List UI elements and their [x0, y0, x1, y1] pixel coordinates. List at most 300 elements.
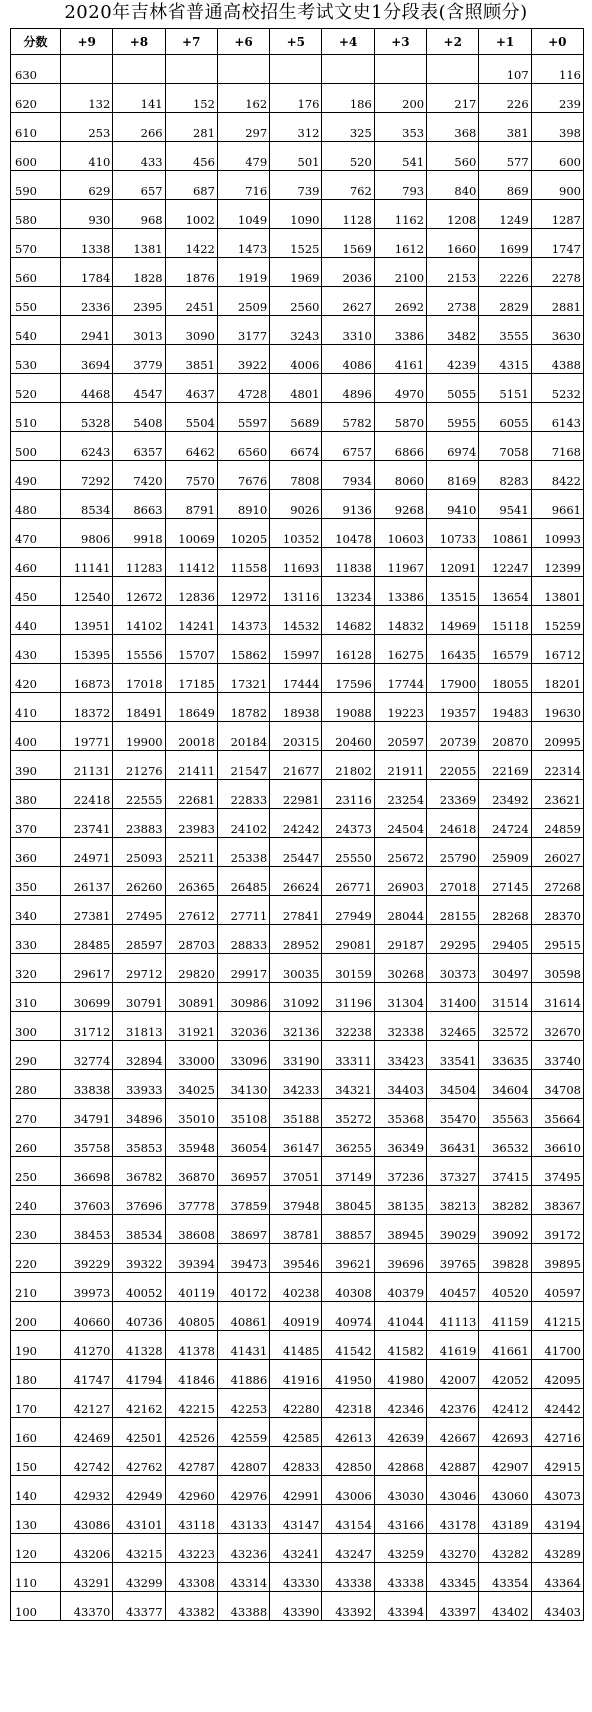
cumulative-count-cell: 12399	[531, 548, 583, 577]
score-cell: 340	[11, 896, 61, 925]
cumulative-count-cell: 43118	[165, 1505, 217, 1534]
cumulative-count-cell: 2692	[374, 287, 426, 316]
table-row	[11, 229, 584, 258]
cumulative-count-cell: 43330	[270, 1563, 322, 1592]
cumulative-count-cell: 31614	[531, 983, 583, 1012]
cumulative-count-cell: 1784	[61, 258, 113, 287]
score-cell: 470	[11, 519, 61, 548]
cumulative-count-cell: 32036	[217, 1012, 269, 1041]
cumulative-count-cell: 38857	[322, 1215, 374, 1244]
cumulative-count-cell: 21911	[374, 751, 426, 780]
table-row	[11, 84, 584, 113]
cumulative-count-cell: 2941	[61, 316, 113, 345]
cumulative-count-cell: 930	[61, 200, 113, 229]
cumulative-count-cell: 18938	[270, 693, 322, 722]
cumulative-count-cell: 36054	[217, 1128, 269, 1157]
cumulative-count-cell: 40052	[113, 1273, 165, 1302]
cumulative-count-cell: 42716	[531, 1418, 583, 1447]
cumulative-count-cell: 11412	[165, 548, 217, 577]
cumulative-count-cell: 8910	[217, 490, 269, 519]
cumulative-count-cell: 17744	[374, 664, 426, 693]
cumulative-count-cell: 43086	[61, 1505, 113, 1534]
cumulative-count-cell: 39229	[61, 1244, 113, 1273]
cumulative-count-cell: 29295	[427, 925, 479, 954]
cumulative-count-cell: 43299	[113, 1563, 165, 1592]
cumulative-count-cell: 5055	[427, 374, 479, 403]
table-row	[11, 1331, 584, 1360]
cumulative-count-cell: 10603	[374, 519, 426, 548]
cumulative-count-cell: 29515	[531, 925, 583, 954]
cumulative-count-cell: 10352	[270, 519, 322, 548]
cumulative-count-cell: 43403	[531, 1592, 583, 1621]
cumulative-count-cell: 5328	[61, 403, 113, 432]
cumulative-count-cell: 18372	[61, 693, 113, 722]
cumulative-count-cell: 239	[531, 84, 583, 113]
cumulative-count-cell: 6055	[479, 403, 531, 432]
cumulative-count-cell: 37149	[322, 1157, 374, 1186]
table-row	[11, 983, 584, 1012]
cumulative-count-cell	[217, 55, 269, 84]
cumulative-count-cell: 26903	[374, 867, 426, 896]
cumulative-count-cell: 24724	[479, 809, 531, 838]
cumulative-count-cell: 13515	[427, 577, 479, 606]
cumulative-count-cell: 42585	[270, 1418, 322, 1447]
score-cell: 400	[11, 722, 61, 751]
cumulative-count-cell: 29617	[61, 954, 113, 983]
cumulative-count-cell: 13234	[322, 577, 374, 606]
score-cell: 390	[11, 751, 61, 780]
cumulative-count-cell: 4468	[61, 374, 113, 403]
cumulative-count-cell: 22681	[165, 780, 217, 809]
score-cell: 190	[11, 1331, 61, 1360]
cumulative-count-cell: 39696	[374, 1244, 426, 1273]
cumulative-count-cell: 501	[270, 142, 322, 171]
cumulative-count-cell: 28597	[113, 925, 165, 954]
cumulative-count-cell: 38213	[427, 1186, 479, 1215]
score-cell: 360	[11, 838, 61, 867]
cumulative-count-cell: 43354	[479, 1563, 531, 1592]
cumulative-count-cell: 2278	[531, 258, 583, 287]
cumulative-count-cell: 35664	[531, 1099, 583, 1128]
cumulative-count-cell: 1249	[479, 200, 531, 229]
cumulative-count-cell: 42949	[113, 1476, 165, 1505]
table-row	[11, 113, 584, 142]
table-row	[11, 519, 584, 548]
cumulative-count-cell: 13801	[531, 577, 583, 606]
score-cell: 610	[11, 113, 61, 142]
table-row	[11, 548, 584, 577]
cumulative-count-cell: 36957	[217, 1157, 269, 1186]
cumulative-count-cell: 6357	[113, 432, 165, 461]
header-offset: +1	[479, 29, 531, 55]
cumulative-count-cell: 43394	[374, 1592, 426, 1621]
cumulative-count-cell: 186	[322, 84, 374, 113]
score-cell: 240	[11, 1186, 61, 1215]
cumulative-count-cell: 9918	[113, 519, 165, 548]
cumulative-count-cell: 2451	[165, 287, 217, 316]
cumulative-count-cell: 43402	[479, 1592, 531, 1621]
cumulative-count-cell: 368	[427, 113, 479, 142]
cumulative-count-cell: 28703	[165, 925, 217, 954]
cumulative-count-cell: 27711	[217, 896, 269, 925]
cumulative-count-cell: 36698	[61, 1157, 113, 1186]
cumulative-count-cell: 42960	[165, 1476, 217, 1505]
cumulative-count-cell: 37696	[113, 1186, 165, 1215]
cumulative-count-cell: 398	[531, 113, 583, 142]
cumulative-count-cell: 39765	[427, 1244, 479, 1273]
cumulative-count-cell: 456	[165, 142, 217, 171]
cumulative-count-cell: 32894	[113, 1041, 165, 1070]
cumulative-count-cell: 2036	[322, 258, 374, 287]
cumulative-count-cell: 266	[113, 113, 165, 142]
cumulative-count-cell: 10478	[322, 519, 374, 548]
cumulative-count-cell: 2560	[270, 287, 322, 316]
cumulative-count-cell: 7570	[165, 461, 217, 490]
cumulative-count-cell: 29187	[374, 925, 426, 954]
score-cell: 440	[11, 606, 61, 635]
cumulative-count-cell: 40172	[217, 1273, 269, 1302]
cumulative-count-cell: 29820	[165, 954, 217, 983]
table-row	[11, 1041, 584, 1070]
cumulative-count-cell: 41886	[217, 1360, 269, 1389]
cumulative-count-cell: 40736	[113, 1302, 165, 1331]
cumulative-count-cell: 6462	[165, 432, 217, 461]
cumulative-count-cell: 23254	[374, 780, 426, 809]
cumulative-count-cell: 4086	[322, 345, 374, 374]
cumulative-count-cell: 33541	[427, 1041, 479, 1070]
cumulative-count-cell: 31813	[113, 1012, 165, 1041]
cumulative-count-cell: 34233	[270, 1070, 322, 1099]
cumulative-count-cell: 40457	[427, 1273, 479, 1302]
table-row	[11, 606, 584, 635]
cumulative-count-cell: 600	[531, 142, 583, 171]
score-cell: 330	[11, 925, 61, 954]
table-row	[11, 258, 584, 287]
cumulative-count-cell: 35853	[113, 1128, 165, 1157]
cumulative-count-cell: 30268	[374, 954, 426, 983]
cumulative-count-cell: 23369	[427, 780, 479, 809]
score-cell: 370	[11, 809, 61, 838]
cumulative-count-cell: 7168	[531, 432, 583, 461]
table-row	[11, 142, 584, 171]
cumulative-count-cell: 3090	[165, 316, 217, 345]
page-title: 2020年吉林省普通高校招生考试文史1分段表(含照顾分)	[64, 2, 528, 23]
cumulative-count-cell: 16579	[479, 635, 531, 664]
cumulative-count-cell: 39621	[322, 1244, 374, 1273]
cumulative-count-cell: 1828	[113, 258, 165, 287]
cumulative-count-cell: 41582	[374, 1331, 426, 1360]
cumulative-count-cell: 42613	[322, 1418, 374, 1447]
cumulative-count-cell: 312	[270, 113, 322, 142]
cumulative-count-cell: 22314	[531, 751, 583, 780]
cumulative-count-cell: 2627	[322, 287, 374, 316]
score-cell: 500	[11, 432, 61, 461]
cumulative-count-cell: 37415	[479, 1157, 531, 1186]
cumulative-count-cell: 37327	[427, 1157, 479, 1186]
cumulative-count-cell: 11558	[217, 548, 269, 577]
cumulative-count-cell: 42442	[531, 1389, 583, 1418]
table-row	[11, 896, 584, 925]
cumulative-count-cell: 8791	[165, 490, 217, 519]
cumulative-count-cell: 42162	[113, 1389, 165, 1418]
cumulative-count-cell: 5955	[427, 403, 479, 432]
cumulative-count-cell: 26624	[270, 867, 322, 896]
header-offset: +9	[61, 29, 113, 55]
cumulative-count-cell: 2100	[374, 258, 426, 287]
table-row	[11, 171, 584, 200]
cumulative-count-cell: 32670	[531, 1012, 583, 1041]
cumulative-count-cell: 40520	[479, 1273, 531, 1302]
cumulative-count-cell: 35188	[270, 1099, 322, 1128]
cumulative-count-cell: 116	[531, 55, 583, 84]
cumulative-count-cell: 15707	[165, 635, 217, 664]
cumulative-count-cell: 24373	[322, 809, 374, 838]
cumulative-count-cell: 39828	[479, 1244, 531, 1273]
cumulative-count-cell: 43345	[427, 1563, 479, 1592]
cumulative-count-cell: 26027	[531, 838, 583, 867]
cumulative-count-cell: 30699	[61, 983, 113, 1012]
cumulative-count-cell: 41700	[531, 1331, 583, 1360]
cumulative-count-cell: 4970	[374, 374, 426, 403]
table-row	[11, 1302, 584, 1331]
cumulative-count-cell: 1090	[270, 200, 322, 229]
cumulative-count-cell: 3555	[479, 316, 531, 345]
cumulative-count-cell: 39973	[61, 1273, 113, 1302]
cumulative-count-cell: 36870	[165, 1157, 217, 1186]
cumulative-count-cell: 11967	[374, 548, 426, 577]
cumulative-count-cell: 22833	[217, 780, 269, 809]
table-row	[11, 1070, 584, 1099]
cumulative-count-cell: 4547	[113, 374, 165, 403]
cumulative-count-cell: 23883	[113, 809, 165, 838]
cumulative-count-cell: 560	[427, 142, 479, 171]
cumulative-count-cell: 27949	[322, 896, 374, 925]
cumulative-count-cell: 11693	[270, 548, 322, 577]
table-row	[11, 1592, 584, 1621]
cumulative-count-cell: 42127	[61, 1389, 113, 1418]
cumulative-count-cell: 297	[217, 113, 269, 142]
cumulative-count-cell: 42915	[531, 1447, 583, 1476]
cumulative-count-cell: 25338	[217, 838, 269, 867]
cumulative-count-cell: 3922	[217, 345, 269, 374]
cumulative-count-cell: 35368	[374, 1099, 426, 1128]
cumulative-count-cell: 16275	[374, 635, 426, 664]
header-offset: +7	[165, 29, 217, 55]
cumulative-count-cell: 8283	[479, 461, 531, 490]
cumulative-count-cell: 16873	[61, 664, 113, 693]
cumulative-count-cell: 1569	[322, 229, 374, 258]
cumulative-count-cell: 20184	[217, 722, 269, 751]
cumulative-count-cell: 15118	[479, 606, 531, 635]
cumulative-count-cell: 23116	[322, 780, 374, 809]
cumulative-count-cell: 1660	[427, 229, 479, 258]
cumulative-count-cell: 42833	[270, 1447, 322, 1476]
cumulative-count-cell: 2336	[61, 287, 113, 316]
score-cell: 110	[11, 1563, 61, 1592]
cumulative-count-cell: 5597	[217, 403, 269, 432]
header-offset: +3	[374, 29, 426, 55]
cumulative-count-cell: 30497	[479, 954, 531, 983]
cumulative-count-cell: 1422	[165, 229, 217, 258]
cumulative-count-cell: 40597	[531, 1273, 583, 1302]
score-cell: 450	[11, 577, 61, 606]
cumulative-count-cell: 20739	[427, 722, 479, 751]
table-row	[11, 809, 584, 838]
cumulative-count-cell: 32136	[270, 1012, 322, 1041]
cumulative-count-cell: 27841	[270, 896, 322, 925]
cumulative-count-cell: 37778	[165, 1186, 217, 1215]
cumulative-count-cell: 38608	[165, 1215, 217, 1244]
cumulative-count-cell: 42007	[427, 1360, 479, 1389]
cumulative-count-cell	[374, 55, 426, 84]
cumulative-count-cell: 16712	[531, 635, 583, 664]
cumulative-count-cell: 3482	[427, 316, 479, 345]
cumulative-count-cell: 41159	[479, 1302, 531, 1331]
table-row	[11, 403, 584, 432]
cumulative-count-cell: 43308	[165, 1563, 217, 1592]
cumulative-count-cell: 410	[61, 142, 113, 171]
cumulative-count-cell: 5151	[479, 374, 531, 403]
cumulative-count-cell: 6757	[322, 432, 374, 461]
score-cell: 550	[11, 287, 61, 316]
cumulative-count-cell: 4728	[217, 374, 269, 403]
table-row	[11, 780, 584, 809]
cumulative-count-cell: 43178	[427, 1505, 479, 1534]
cumulative-count-cell: 7676	[217, 461, 269, 490]
cumulative-count-cell: 27145	[479, 867, 531, 896]
cumulative-count-cell: 42318	[322, 1389, 374, 1418]
cumulative-count-cell: 43194	[531, 1505, 583, 1534]
cumulative-count-cell: 39172	[531, 1215, 583, 1244]
cumulative-count-cell: 35948	[165, 1128, 217, 1157]
cumulative-count-cell: 25093	[113, 838, 165, 867]
cumulative-count-cell: 17321	[217, 664, 269, 693]
cumulative-count-cell: 2509	[217, 287, 269, 316]
cumulative-count-cell: 41215	[531, 1302, 583, 1331]
cumulative-count-cell: 22055	[427, 751, 479, 780]
cumulative-count-cell: 26485	[217, 867, 269, 896]
cumulative-count-cell: 43154	[322, 1505, 374, 1534]
score-distribution-table	[10, 28, 584, 1621]
cumulative-count-cell: 42762	[113, 1447, 165, 1476]
header-row	[11, 29, 584, 55]
cumulative-count-cell: 21276	[113, 751, 165, 780]
cumulative-count-cell: 32774	[61, 1041, 113, 1070]
cumulative-count-cell: 42095	[531, 1360, 583, 1389]
cumulative-count-cell: 10205	[217, 519, 269, 548]
cumulative-count-cell: 1128	[322, 200, 374, 229]
score-cell: 410	[11, 693, 61, 722]
cumulative-count-cell: 9268	[374, 490, 426, 519]
cumulative-count-cell: 8422	[531, 461, 583, 490]
cumulative-count-cell: 2829	[479, 287, 531, 316]
cumulative-count-cell: 29405	[479, 925, 531, 954]
cumulative-count-cell: 23983	[165, 809, 217, 838]
cumulative-count-cell	[61, 55, 113, 84]
cumulative-count-cell: 18649	[165, 693, 217, 722]
cumulative-count-cell	[427, 55, 479, 84]
cumulative-count-cell: 27268	[531, 867, 583, 896]
cumulative-count-cell: 4006	[270, 345, 322, 374]
cumulative-count-cell: 16435	[427, 635, 479, 664]
cumulative-count-cell: 4315	[479, 345, 531, 374]
cumulative-count-cell: 3013	[113, 316, 165, 345]
cumulative-count-cell: 5504	[165, 403, 217, 432]
score-cell: 480	[11, 490, 61, 519]
cumulative-count-cell: 31514	[479, 983, 531, 1012]
cumulative-count-cell: 19088	[322, 693, 374, 722]
table-row	[11, 1273, 584, 1302]
header-offset: +0	[531, 29, 583, 55]
cumulative-count-cell: 43370	[61, 1592, 113, 1621]
table-row	[11, 1244, 584, 1273]
score-cell: 350	[11, 867, 61, 896]
cumulative-count-cell: 41846	[165, 1360, 217, 1389]
cumulative-count-cell: 43006	[322, 1476, 374, 1505]
table-body	[11, 55, 584, 1621]
cumulative-count-cell: 42693	[479, 1418, 531, 1447]
cumulative-count-cell: 19357	[427, 693, 479, 722]
cumulative-count-cell: 41485	[270, 1331, 322, 1360]
cumulative-count-cell: 25550	[322, 838, 374, 867]
cumulative-count-cell: 40660	[61, 1302, 113, 1331]
cumulative-count-cell: 2226	[479, 258, 531, 287]
cumulative-count-cell: 43314	[217, 1563, 269, 1592]
cumulative-count-cell: 9541	[479, 490, 531, 519]
cumulative-count-cell: 23492	[479, 780, 531, 809]
cumulative-count-cell: 34604	[479, 1070, 531, 1099]
cumulative-count-cell: 5782	[322, 403, 374, 432]
cumulative-count-cell: 3779	[113, 345, 165, 374]
cumulative-count-cell: 22169	[479, 751, 531, 780]
score-cell: 290	[11, 1041, 61, 1070]
table-row	[11, 838, 584, 867]
cumulative-count-cell: 39394	[165, 1244, 217, 1273]
cumulative-count-cell: 43101	[113, 1505, 165, 1534]
cumulative-count-cell: 3630	[531, 316, 583, 345]
table-row	[11, 664, 584, 693]
table-row	[11, 577, 584, 606]
cumulative-count-cell: 30373	[427, 954, 479, 983]
table-row	[11, 925, 584, 954]
table-row	[11, 1389, 584, 1418]
table-row	[11, 1360, 584, 1389]
cumulative-count-cell: 17596	[322, 664, 374, 693]
cumulative-count-cell: 11838	[322, 548, 374, 577]
score-cell: 430	[11, 635, 61, 664]
cumulative-count-cell: 13654	[479, 577, 531, 606]
cumulative-count-cell: 41542	[322, 1331, 374, 1360]
cumulative-count-cell: 13386	[374, 577, 426, 606]
cumulative-count-cell: 29712	[113, 954, 165, 983]
table-header	[11, 29, 584, 55]
cumulative-count-cell: 42932	[61, 1476, 113, 1505]
cumulative-count-cell: 14832	[374, 606, 426, 635]
score-cell: 130	[11, 1505, 61, 1534]
cumulative-count-cell: 43241	[270, 1534, 322, 1563]
cumulative-count-cell: 19771	[61, 722, 113, 751]
score-cell: 420	[11, 664, 61, 693]
cumulative-count-cell: 34708	[531, 1070, 583, 1099]
cumulative-count-cell: 39029	[427, 1215, 479, 1244]
cumulative-count-cell: 3243	[270, 316, 322, 345]
cumulative-count-cell: 325	[322, 113, 374, 142]
cumulative-count-cell: 15395	[61, 635, 113, 664]
cumulative-count-cell: 43206	[61, 1534, 113, 1563]
cumulative-count-cell: 7058	[479, 432, 531, 461]
cumulative-count-cell: 17185	[165, 664, 217, 693]
cumulative-count-cell: 26260	[113, 867, 165, 896]
